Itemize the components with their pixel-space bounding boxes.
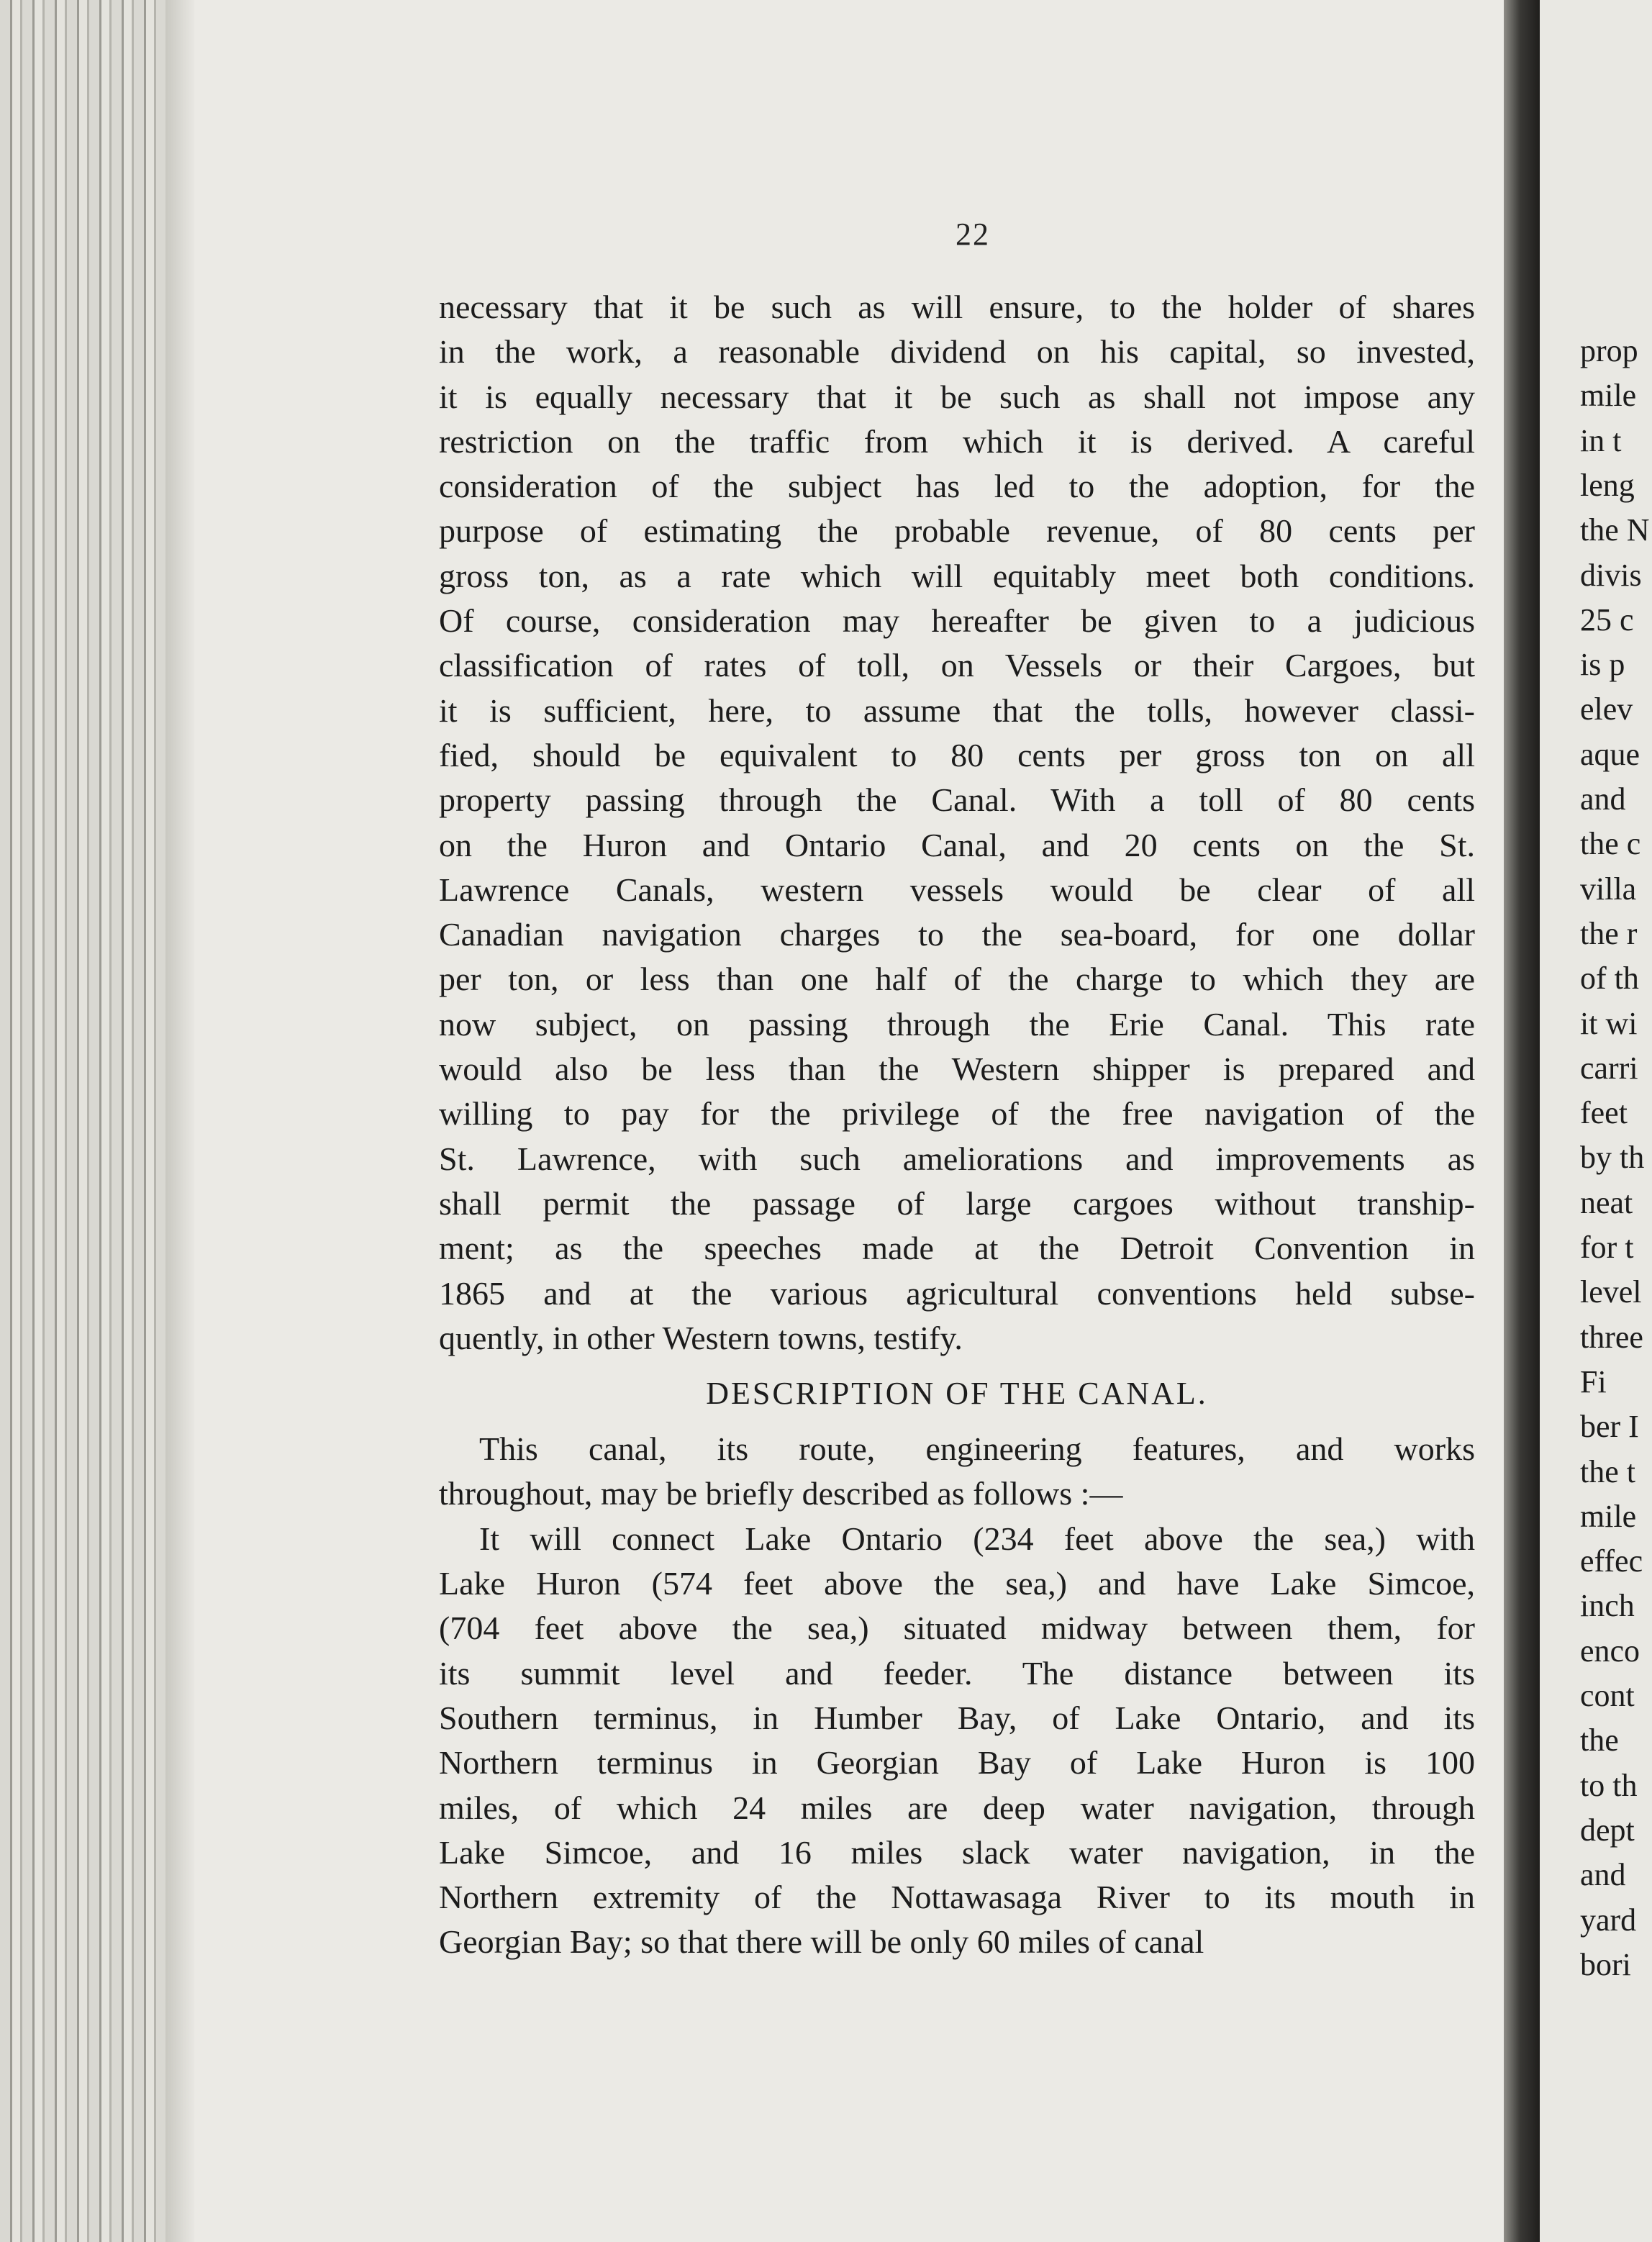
next-page-line: 25 c bbox=[1580, 602, 1634, 637]
next-page-line: mile bbox=[1580, 1498, 1637, 1534]
text-line: now subject, on passing through the Erie Canal. This rate bbox=[439, 1005, 1475, 1043]
text-line: Lake Huron (574 feet above the sea,) and have Lake Simcoe, bbox=[439, 1565, 1475, 1602]
next-page-line: the c bbox=[1580, 826, 1641, 862]
text-line: it is equally necessary that it be such as shall not impose any bbox=[439, 378, 1475, 415]
text-line: restriction on the traffic from which it is derived. A careful bbox=[439, 422, 1475, 460]
next-page-line: neat bbox=[1580, 1184, 1633, 1220]
next-page-line: leng bbox=[1580, 467, 1635, 503]
text-line: (704 feet above the sea,) situated midway between them, for bbox=[439, 1610, 1475, 1647]
next-page-line: Fi bbox=[1580, 1363, 1607, 1399]
text-line: Of course, consideration may hereafter be given to a judicious bbox=[439, 602, 1475, 640]
text-line: willing to pay for the privilege of the free navigation of the bbox=[439, 1095, 1475, 1133]
next-page-line: three bbox=[1580, 1319, 1643, 1355]
next-page-line: villa bbox=[1580, 871, 1637, 907]
next-page-line: carri bbox=[1580, 1050, 1638, 1086]
page-number: 22 bbox=[956, 217, 990, 252]
page-stack-edge bbox=[0, 0, 194, 2242]
next-page-line: ber I bbox=[1580, 1409, 1639, 1445]
text-line: purpose of estimating the probable revenue, of 80 cents per bbox=[439, 512, 1475, 550]
text-line: on the Huron and Ontario Canal, and 20 cents on the St. bbox=[439, 826, 1475, 863]
next-page-line: feet bbox=[1580, 1095, 1628, 1131]
paragraph-intro bbox=[439, 1427, 1475, 1517]
text-line: gross ton, as a rate which will equitably meet both conditions. bbox=[439, 557, 1475, 594]
text-line: necessary that it be such as will ensure, to the holder of shares bbox=[439, 289, 1475, 325]
text-line: This canal, its route, engineering features, and works bbox=[479, 1430, 1475, 1468]
next-page-line: is p bbox=[1580, 647, 1625, 683]
next-page-line: the t bbox=[1580, 1453, 1635, 1489]
text-line: 1865 and at the various agricultural conventions held subse- bbox=[439, 1274, 1475, 1312]
text-line: property passing through the Canal. With a toll of 80 cents bbox=[439, 781, 1475, 819]
next-page-line: the r bbox=[1580, 915, 1638, 951]
text-line: fied, should be equivalent to 80 cents per gross ton on all bbox=[439, 736, 1475, 773]
text-line: consideration of the subject has led to the adoption, for the bbox=[439, 468, 1475, 505]
next-page-line: effec bbox=[1580, 1543, 1643, 1579]
next-page-line: dept bbox=[1580, 1812, 1635, 1848]
next-page-line: prop bbox=[1580, 333, 1638, 368]
next-page-line: mile bbox=[1580, 378, 1637, 414]
paragraph-route bbox=[439, 1517, 1475, 1965]
text-line: throughout, may be briefly described as follows :— bbox=[439, 1475, 1123, 1512]
next-page-line: bori bbox=[1580, 1946, 1631, 1982]
next-page-line: elev bbox=[1580, 691, 1633, 727]
next-page-line: cont bbox=[1580, 1678, 1635, 1713]
text-line: St. Lawrence, with such ameliorations and improvements as bbox=[439, 1140, 1475, 1177]
paragraph-tolls bbox=[439, 285, 1475, 1361]
next-page-line: and bbox=[1580, 1857, 1626, 1893]
text-line: miles, of which 24 miles are deep water navigation, through bbox=[439, 1789, 1475, 1826]
text-line: Lake Simcoe, and 16 miles slack water navigation, in the bbox=[439, 1833, 1475, 1871]
next-page-line: the N bbox=[1580, 512, 1650, 548]
next-page-line: level bbox=[1580, 1274, 1642, 1310]
text-line: its summit level and feeder. The distance between its bbox=[439, 1654, 1475, 1692]
text-line: Northern terminus in Georgian Bay of Lake Huron is 100 bbox=[439, 1744, 1475, 1782]
text-line: per ton, or less than one half of the charge to which they are bbox=[439, 961, 1475, 998]
text-line: It will connect Lake Ontario (234 feet above the sea,) with bbox=[479, 1520, 1475, 1557]
book-gutter bbox=[1504, 0, 1540, 2242]
next-page-line: by th bbox=[1580, 1140, 1645, 1176]
next-page-line: aque bbox=[1580, 736, 1640, 772]
text-line: would also be less than the Western shipper is prepared and bbox=[439, 1050, 1475, 1088]
text-line: quently, in other Western towns, testify. bbox=[439, 1319, 963, 1356]
next-page-line: yard bbox=[1580, 1902, 1637, 1938]
text-line: Georgian Bay; so that there will be only 60 miles of canal bbox=[439, 1923, 1204, 1961]
text-line: it is sufficient, here, to assume that the tolls, however classi- bbox=[439, 691, 1475, 729]
text-line: Canadian navigation charges to the sea-board, for one dollar bbox=[439, 916, 1475, 953]
body-text bbox=[439, 285, 1475, 1965]
text-line: Southern terminus, in Humber Bay, of Lake Ontario, and its bbox=[439, 1699, 1475, 1736]
next-page-line: the bbox=[1580, 1723, 1619, 1758]
next-page-line: divis bbox=[1580, 557, 1642, 593]
next-page-line: to th bbox=[1580, 1767, 1638, 1803]
text-line: classification of rates of toll, on Vessels or their Cargoes, but bbox=[439, 647, 1475, 684]
text-line: in the work, a reasonable dividend on his capital, so invested, bbox=[439, 333, 1475, 371]
text-line: shall permit the passage of large cargoes without tranship- bbox=[439, 1184, 1475, 1222]
next-page-edge bbox=[1540, 0, 1652, 2242]
next-page-line: enco bbox=[1580, 1633, 1640, 1669]
text-line: ment; as the speeches made at the Detroit Convention in bbox=[439, 1230, 1475, 1267]
text-line: Northern extremity of the Nottawasaga River to its mouth in bbox=[439, 1879, 1475, 1916]
next-page-line: and bbox=[1580, 781, 1626, 817]
next-page-line: inch bbox=[1580, 1588, 1635, 1624]
section-heading: DESCRIPTION OF THE CANAL. bbox=[706, 1376, 1208, 1412]
next-page-line: for t bbox=[1580, 1230, 1634, 1265]
text-line: Lawrence Canals, western vessels would be clear of all bbox=[439, 871, 1475, 908]
next-page-line: of th bbox=[1580, 961, 1639, 997]
next-page-line: in t bbox=[1580, 422, 1622, 458]
next-page-line: it wi bbox=[1580, 1005, 1638, 1041]
